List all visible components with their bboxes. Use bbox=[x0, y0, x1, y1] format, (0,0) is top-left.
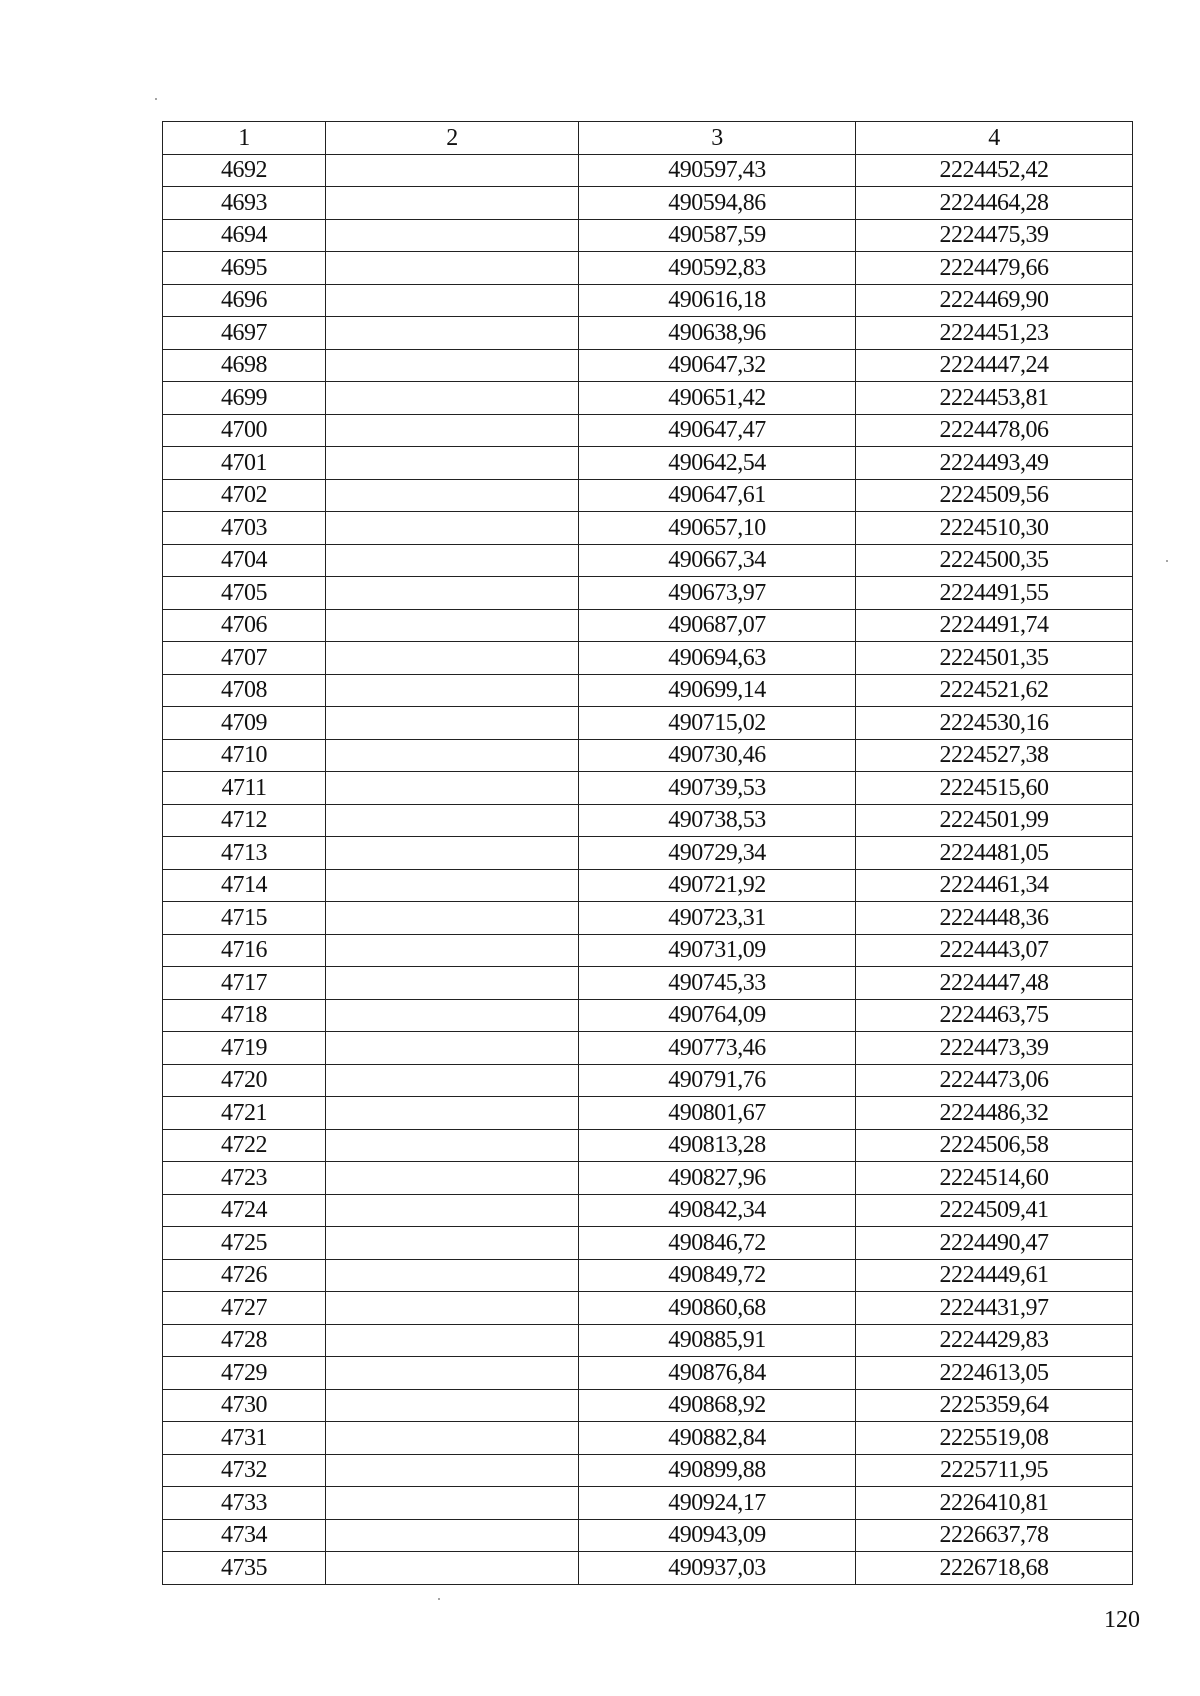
point-number-cell: 4723 bbox=[163, 1162, 326, 1195]
description-cell bbox=[326, 999, 579, 1032]
point-number-cell: 4731 bbox=[163, 1422, 326, 1455]
y-coordinate-cell: 2224500,35 bbox=[856, 544, 1133, 577]
y-coordinate-cell: 2224527,38 bbox=[856, 739, 1133, 772]
description-cell bbox=[326, 967, 579, 1000]
table-row bbox=[163, 447, 1133, 480]
x-coordinate-cell: 490647,32 bbox=[579, 349, 856, 382]
y-coordinate-cell: 2224452,42 bbox=[856, 154, 1133, 187]
table-row bbox=[163, 1259, 1133, 1292]
y-coordinate-cell: 2224478,06 bbox=[856, 414, 1133, 447]
table-row bbox=[163, 674, 1133, 707]
scan-speck bbox=[1166, 560, 1168, 562]
table-row bbox=[163, 219, 1133, 252]
x-coordinate-cell: 490673,97 bbox=[579, 577, 856, 610]
point-number-cell: 4726 bbox=[163, 1259, 326, 1292]
point-number-cell: 4699 bbox=[163, 382, 326, 415]
x-coordinate-cell: 490731,09 bbox=[579, 934, 856, 967]
x-coordinate-cell: 490723,31 bbox=[579, 902, 856, 935]
point-number-cell: 4705 bbox=[163, 577, 326, 610]
table-header bbox=[163, 122, 1133, 155]
point-number-cell: 4712 bbox=[163, 804, 326, 837]
table-row bbox=[163, 1194, 1133, 1227]
y-coordinate-cell: 2225359,64 bbox=[856, 1389, 1133, 1422]
description-cell bbox=[326, 934, 579, 967]
description-cell bbox=[326, 642, 579, 675]
x-coordinate-cell: 490616,18 bbox=[579, 284, 856, 317]
description-cell bbox=[326, 837, 579, 870]
table-row bbox=[163, 1422, 1133, 1455]
y-coordinate-cell: 2224473,06 bbox=[856, 1064, 1133, 1097]
point-number-cell: 4722 bbox=[163, 1129, 326, 1162]
column-header-3: 3 bbox=[579, 122, 856, 155]
description-cell bbox=[326, 1519, 579, 1552]
description-cell bbox=[326, 1064, 579, 1097]
y-coordinate-cell: 2224491,74 bbox=[856, 609, 1133, 642]
point-number-cell: 4710 bbox=[163, 739, 326, 772]
table-row bbox=[163, 1064, 1133, 1097]
y-coordinate-cell: 2224463,75 bbox=[856, 999, 1133, 1032]
column-header-4: 4 bbox=[856, 122, 1133, 155]
description-cell bbox=[326, 772, 579, 805]
description-cell bbox=[326, 1324, 579, 1357]
point-number-cell: 4721 bbox=[163, 1097, 326, 1130]
description-cell bbox=[326, 1032, 579, 1065]
y-coordinate-cell: 2226410,81 bbox=[856, 1487, 1133, 1520]
point-number-cell: 4703 bbox=[163, 512, 326, 545]
x-coordinate-cell: 490876,84 bbox=[579, 1357, 856, 1390]
description-cell bbox=[326, 1194, 579, 1227]
point-number-cell: 4706 bbox=[163, 609, 326, 642]
y-coordinate-cell: 2224613,05 bbox=[856, 1357, 1133, 1390]
x-coordinate-cell: 490651,42 bbox=[579, 382, 856, 415]
x-coordinate-cell: 490846,72 bbox=[579, 1227, 856, 1260]
table-row bbox=[163, 772, 1133, 805]
point-number-cell: 4733 bbox=[163, 1487, 326, 1520]
description-cell bbox=[326, 577, 579, 610]
point-number-cell: 4692 bbox=[163, 154, 326, 187]
y-coordinate-cell: 2224510,30 bbox=[856, 512, 1133, 545]
x-coordinate-cell: 490791,76 bbox=[579, 1064, 856, 1097]
table-row bbox=[163, 1389, 1133, 1422]
point-number-cell: 4719 bbox=[163, 1032, 326, 1065]
table-row bbox=[163, 902, 1133, 935]
description-cell bbox=[326, 804, 579, 837]
x-coordinate-cell: 490657,10 bbox=[579, 512, 856, 545]
description-cell bbox=[326, 1487, 579, 1520]
table-row bbox=[163, 707, 1133, 740]
y-coordinate-cell: 2224448,36 bbox=[856, 902, 1133, 935]
point-number-cell: 4701 bbox=[163, 447, 326, 480]
y-coordinate-cell: 2224530,16 bbox=[856, 707, 1133, 740]
point-number-cell: 4734 bbox=[163, 1519, 326, 1552]
y-coordinate-cell: 2224501,99 bbox=[856, 804, 1133, 837]
table-body bbox=[163, 154, 1133, 1584]
description-cell bbox=[326, 707, 579, 740]
description-cell bbox=[326, 1129, 579, 1162]
y-coordinate-cell: 2226718,68 bbox=[856, 1552, 1133, 1585]
table-row bbox=[163, 999, 1133, 1032]
y-coordinate-cell: 2224473,39 bbox=[856, 1032, 1133, 1065]
point-number-cell: 4713 bbox=[163, 837, 326, 870]
point-number-cell: 4693 bbox=[163, 187, 326, 220]
point-number-cell: 4724 bbox=[163, 1194, 326, 1227]
x-coordinate-cell: 490730,46 bbox=[579, 739, 856, 772]
description-cell bbox=[326, 317, 579, 350]
table-row bbox=[163, 284, 1133, 317]
description-cell bbox=[326, 187, 579, 220]
y-coordinate-cell: 2224509,56 bbox=[856, 479, 1133, 512]
point-number-cell: 4718 bbox=[163, 999, 326, 1032]
table-row bbox=[163, 1357, 1133, 1390]
table-row bbox=[163, 934, 1133, 967]
table-row bbox=[163, 739, 1133, 772]
description-cell bbox=[326, 154, 579, 187]
x-coordinate-cell: 490667,34 bbox=[579, 544, 856, 577]
point-number-cell: 4720 bbox=[163, 1064, 326, 1097]
x-coordinate-cell: 490694,63 bbox=[579, 642, 856, 675]
description-cell bbox=[326, 739, 579, 772]
y-coordinate-cell: 2224509,41 bbox=[856, 1194, 1133, 1227]
table-row bbox=[163, 967, 1133, 1000]
y-coordinate-cell: 2224447,48 bbox=[856, 967, 1133, 1000]
scan-speck bbox=[438, 1598, 440, 1600]
point-number-cell: 4709 bbox=[163, 707, 326, 740]
point-number-cell: 4735 bbox=[163, 1552, 326, 1585]
x-coordinate-cell: 490721,92 bbox=[579, 869, 856, 902]
point-number-cell: 4697 bbox=[163, 317, 326, 350]
y-coordinate-cell: 2224475,39 bbox=[856, 219, 1133, 252]
point-number-cell: 4716 bbox=[163, 934, 326, 967]
y-coordinate-cell: 2224479,66 bbox=[856, 252, 1133, 285]
x-coordinate-cell: 490594,86 bbox=[579, 187, 856, 220]
point-number-cell: 4708 bbox=[163, 674, 326, 707]
table-row bbox=[163, 479, 1133, 512]
coordinates-table bbox=[162, 121, 1133, 1585]
description-cell bbox=[326, 382, 579, 415]
point-number-cell: 4717 bbox=[163, 967, 326, 1000]
y-coordinate-cell: 2224486,32 bbox=[856, 1097, 1133, 1130]
x-coordinate-cell: 490899,88 bbox=[579, 1454, 856, 1487]
description-cell bbox=[326, 609, 579, 642]
x-coordinate-cell: 490738,53 bbox=[579, 804, 856, 837]
y-coordinate-cell: 2224521,62 bbox=[856, 674, 1133, 707]
y-coordinate-cell: 2226637,78 bbox=[856, 1519, 1133, 1552]
description-cell bbox=[326, 544, 579, 577]
column-header-2: 2 bbox=[326, 122, 579, 155]
x-coordinate-cell: 490943,09 bbox=[579, 1519, 856, 1552]
y-coordinate-cell: 2224514,60 bbox=[856, 1162, 1133, 1195]
y-coordinate-cell: 2224501,35 bbox=[856, 642, 1133, 675]
table-row bbox=[163, 382, 1133, 415]
description-cell bbox=[326, 1454, 579, 1487]
y-coordinate-cell: 2224493,49 bbox=[856, 447, 1133, 480]
table-row bbox=[163, 804, 1133, 837]
point-number-cell: 4729 bbox=[163, 1357, 326, 1390]
y-coordinate-cell: 2224490,47 bbox=[856, 1227, 1133, 1260]
description-cell bbox=[326, 1227, 579, 1260]
description-cell bbox=[326, 1552, 579, 1585]
y-coordinate-cell: 2224469,90 bbox=[856, 284, 1133, 317]
description-cell bbox=[326, 479, 579, 512]
page-number: 120 bbox=[1104, 1607, 1140, 1633]
description-cell bbox=[326, 512, 579, 545]
y-coordinate-cell: 2224515,60 bbox=[856, 772, 1133, 805]
x-coordinate-cell: 490597,43 bbox=[579, 154, 856, 187]
y-coordinate-cell: 2224447,24 bbox=[856, 349, 1133, 382]
scan-speck bbox=[155, 98, 157, 100]
x-coordinate-cell: 490773,46 bbox=[579, 1032, 856, 1065]
x-coordinate-cell: 490860,68 bbox=[579, 1292, 856, 1325]
x-coordinate-cell: 490745,33 bbox=[579, 967, 856, 1000]
x-coordinate-cell: 490827,96 bbox=[579, 1162, 856, 1195]
y-coordinate-cell: 2224443,07 bbox=[856, 934, 1133, 967]
table-row bbox=[163, 869, 1133, 902]
point-number-cell: 4698 bbox=[163, 349, 326, 382]
table-row bbox=[163, 1129, 1133, 1162]
x-coordinate-cell: 490868,92 bbox=[579, 1389, 856, 1422]
table-row bbox=[163, 1454, 1133, 1487]
point-number-cell: 4694 bbox=[163, 219, 326, 252]
x-coordinate-cell: 490687,07 bbox=[579, 609, 856, 642]
table-row bbox=[163, 577, 1133, 610]
x-coordinate-cell: 490924,17 bbox=[579, 1487, 856, 1520]
point-number-cell: 4695 bbox=[163, 252, 326, 285]
description-cell bbox=[326, 674, 579, 707]
x-coordinate-cell: 490592,83 bbox=[579, 252, 856, 285]
y-coordinate-cell: 2225711,95 bbox=[856, 1454, 1133, 1487]
y-coordinate-cell: 2224464,28 bbox=[856, 187, 1133, 220]
table-row bbox=[163, 317, 1133, 350]
description-cell bbox=[326, 219, 579, 252]
y-coordinate-cell: 2224429,83 bbox=[856, 1324, 1133, 1357]
y-coordinate-cell: 2224451,23 bbox=[856, 317, 1133, 350]
table-row bbox=[163, 1227, 1133, 1260]
description-cell bbox=[326, 902, 579, 935]
y-coordinate-cell: 2224506,58 bbox=[856, 1129, 1133, 1162]
y-coordinate-cell: 2224453,81 bbox=[856, 382, 1133, 415]
table-row bbox=[163, 1032, 1133, 1065]
x-coordinate-cell: 490885,91 bbox=[579, 1324, 856, 1357]
x-coordinate-cell: 490842,34 bbox=[579, 1194, 856, 1227]
x-coordinate-cell: 490729,34 bbox=[579, 837, 856, 870]
x-coordinate-cell: 490699,14 bbox=[579, 674, 856, 707]
description-cell bbox=[326, 447, 579, 480]
point-number-cell: 4728 bbox=[163, 1324, 326, 1357]
description-cell bbox=[326, 869, 579, 902]
x-coordinate-cell: 490937,03 bbox=[579, 1552, 856, 1585]
table-row bbox=[163, 349, 1133, 382]
x-coordinate-cell: 490647,61 bbox=[579, 479, 856, 512]
x-coordinate-cell: 490739,53 bbox=[579, 772, 856, 805]
y-coordinate-cell: 2224491,55 bbox=[856, 577, 1133, 610]
x-coordinate-cell: 490849,72 bbox=[579, 1259, 856, 1292]
x-coordinate-cell: 490642,54 bbox=[579, 447, 856, 480]
table-row bbox=[163, 609, 1133, 642]
y-coordinate-cell: 2225519,08 bbox=[856, 1422, 1133, 1455]
table-row bbox=[163, 1097, 1133, 1130]
x-coordinate-cell: 490813,28 bbox=[579, 1129, 856, 1162]
table-row bbox=[163, 1519, 1133, 1552]
table-row bbox=[163, 1292, 1133, 1325]
column-header-1: 1 bbox=[163, 122, 326, 155]
table-row bbox=[163, 187, 1133, 220]
x-coordinate-cell: 490638,96 bbox=[579, 317, 856, 350]
x-coordinate-cell: 490587,59 bbox=[579, 219, 856, 252]
y-coordinate-cell: 2224481,05 bbox=[856, 837, 1133, 870]
description-cell bbox=[326, 1422, 579, 1455]
table-row bbox=[163, 414, 1133, 447]
table-row bbox=[163, 642, 1133, 675]
point-number-cell: 4700 bbox=[163, 414, 326, 447]
description-cell bbox=[326, 1389, 579, 1422]
description-cell bbox=[326, 1162, 579, 1195]
point-number-cell: 4711 bbox=[163, 772, 326, 805]
point-number-cell: 4714 bbox=[163, 869, 326, 902]
description-cell bbox=[326, 349, 579, 382]
point-number-cell: 4732 bbox=[163, 1454, 326, 1487]
description-cell bbox=[326, 1292, 579, 1325]
table-row bbox=[163, 512, 1133, 545]
table-row bbox=[163, 252, 1133, 285]
description-cell bbox=[326, 252, 579, 285]
x-coordinate-cell: 490801,67 bbox=[579, 1097, 856, 1130]
point-number-cell: 4696 bbox=[163, 284, 326, 317]
table-row bbox=[163, 837, 1133, 870]
point-number-cell: 4727 bbox=[163, 1292, 326, 1325]
point-number-cell: 4704 bbox=[163, 544, 326, 577]
y-coordinate-cell: 2224431,97 bbox=[856, 1292, 1133, 1325]
table-row bbox=[163, 1324, 1133, 1357]
header-row bbox=[163, 122, 1133, 155]
description-cell bbox=[326, 414, 579, 447]
table-row bbox=[163, 154, 1133, 187]
y-coordinate-cell: 2224461,34 bbox=[856, 869, 1133, 902]
x-coordinate-cell: 490764,09 bbox=[579, 999, 856, 1032]
description-cell bbox=[326, 1357, 579, 1390]
x-coordinate-cell: 490647,47 bbox=[579, 414, 856, 447]
description-cell bbox=[326, 1097, 579, 1130]
table-row bbox=[163, 544, 1133, 577]
point-number-cell: 4730 bbox=[163, 1389, 326, 1422]
point-number-cell: 4702 bbox=[163, 479, 326, 512]
x-coordinate-cell: 490715,02 bbox=[579, 707, 856, 740]
point-number-cell: 4715 bbox=[163, 902, 326, 935]
table-row bbox=[163, 1162, 1133, 1195]
description-cell bbox=[326, 1259, 579, 1292]
y-coordinate-cell: 2224449,61 bbox=[856, 1259, 1133, 1292]
description-cell bbox=[326, 284, 579, 317]
point-number-cell: 4707 bbox=[163, 642, 326, 675]
point-number-cell: 4725 bbox=[163, 1227, 326, 1260]
table-row bbox=[163, 1552, 1133, 1585]
table-row bbox=[163, 1487, 1133, 1520]
x-coordinate-cell: 490882,84 bbox=[579, 1422, 856, 1455]
